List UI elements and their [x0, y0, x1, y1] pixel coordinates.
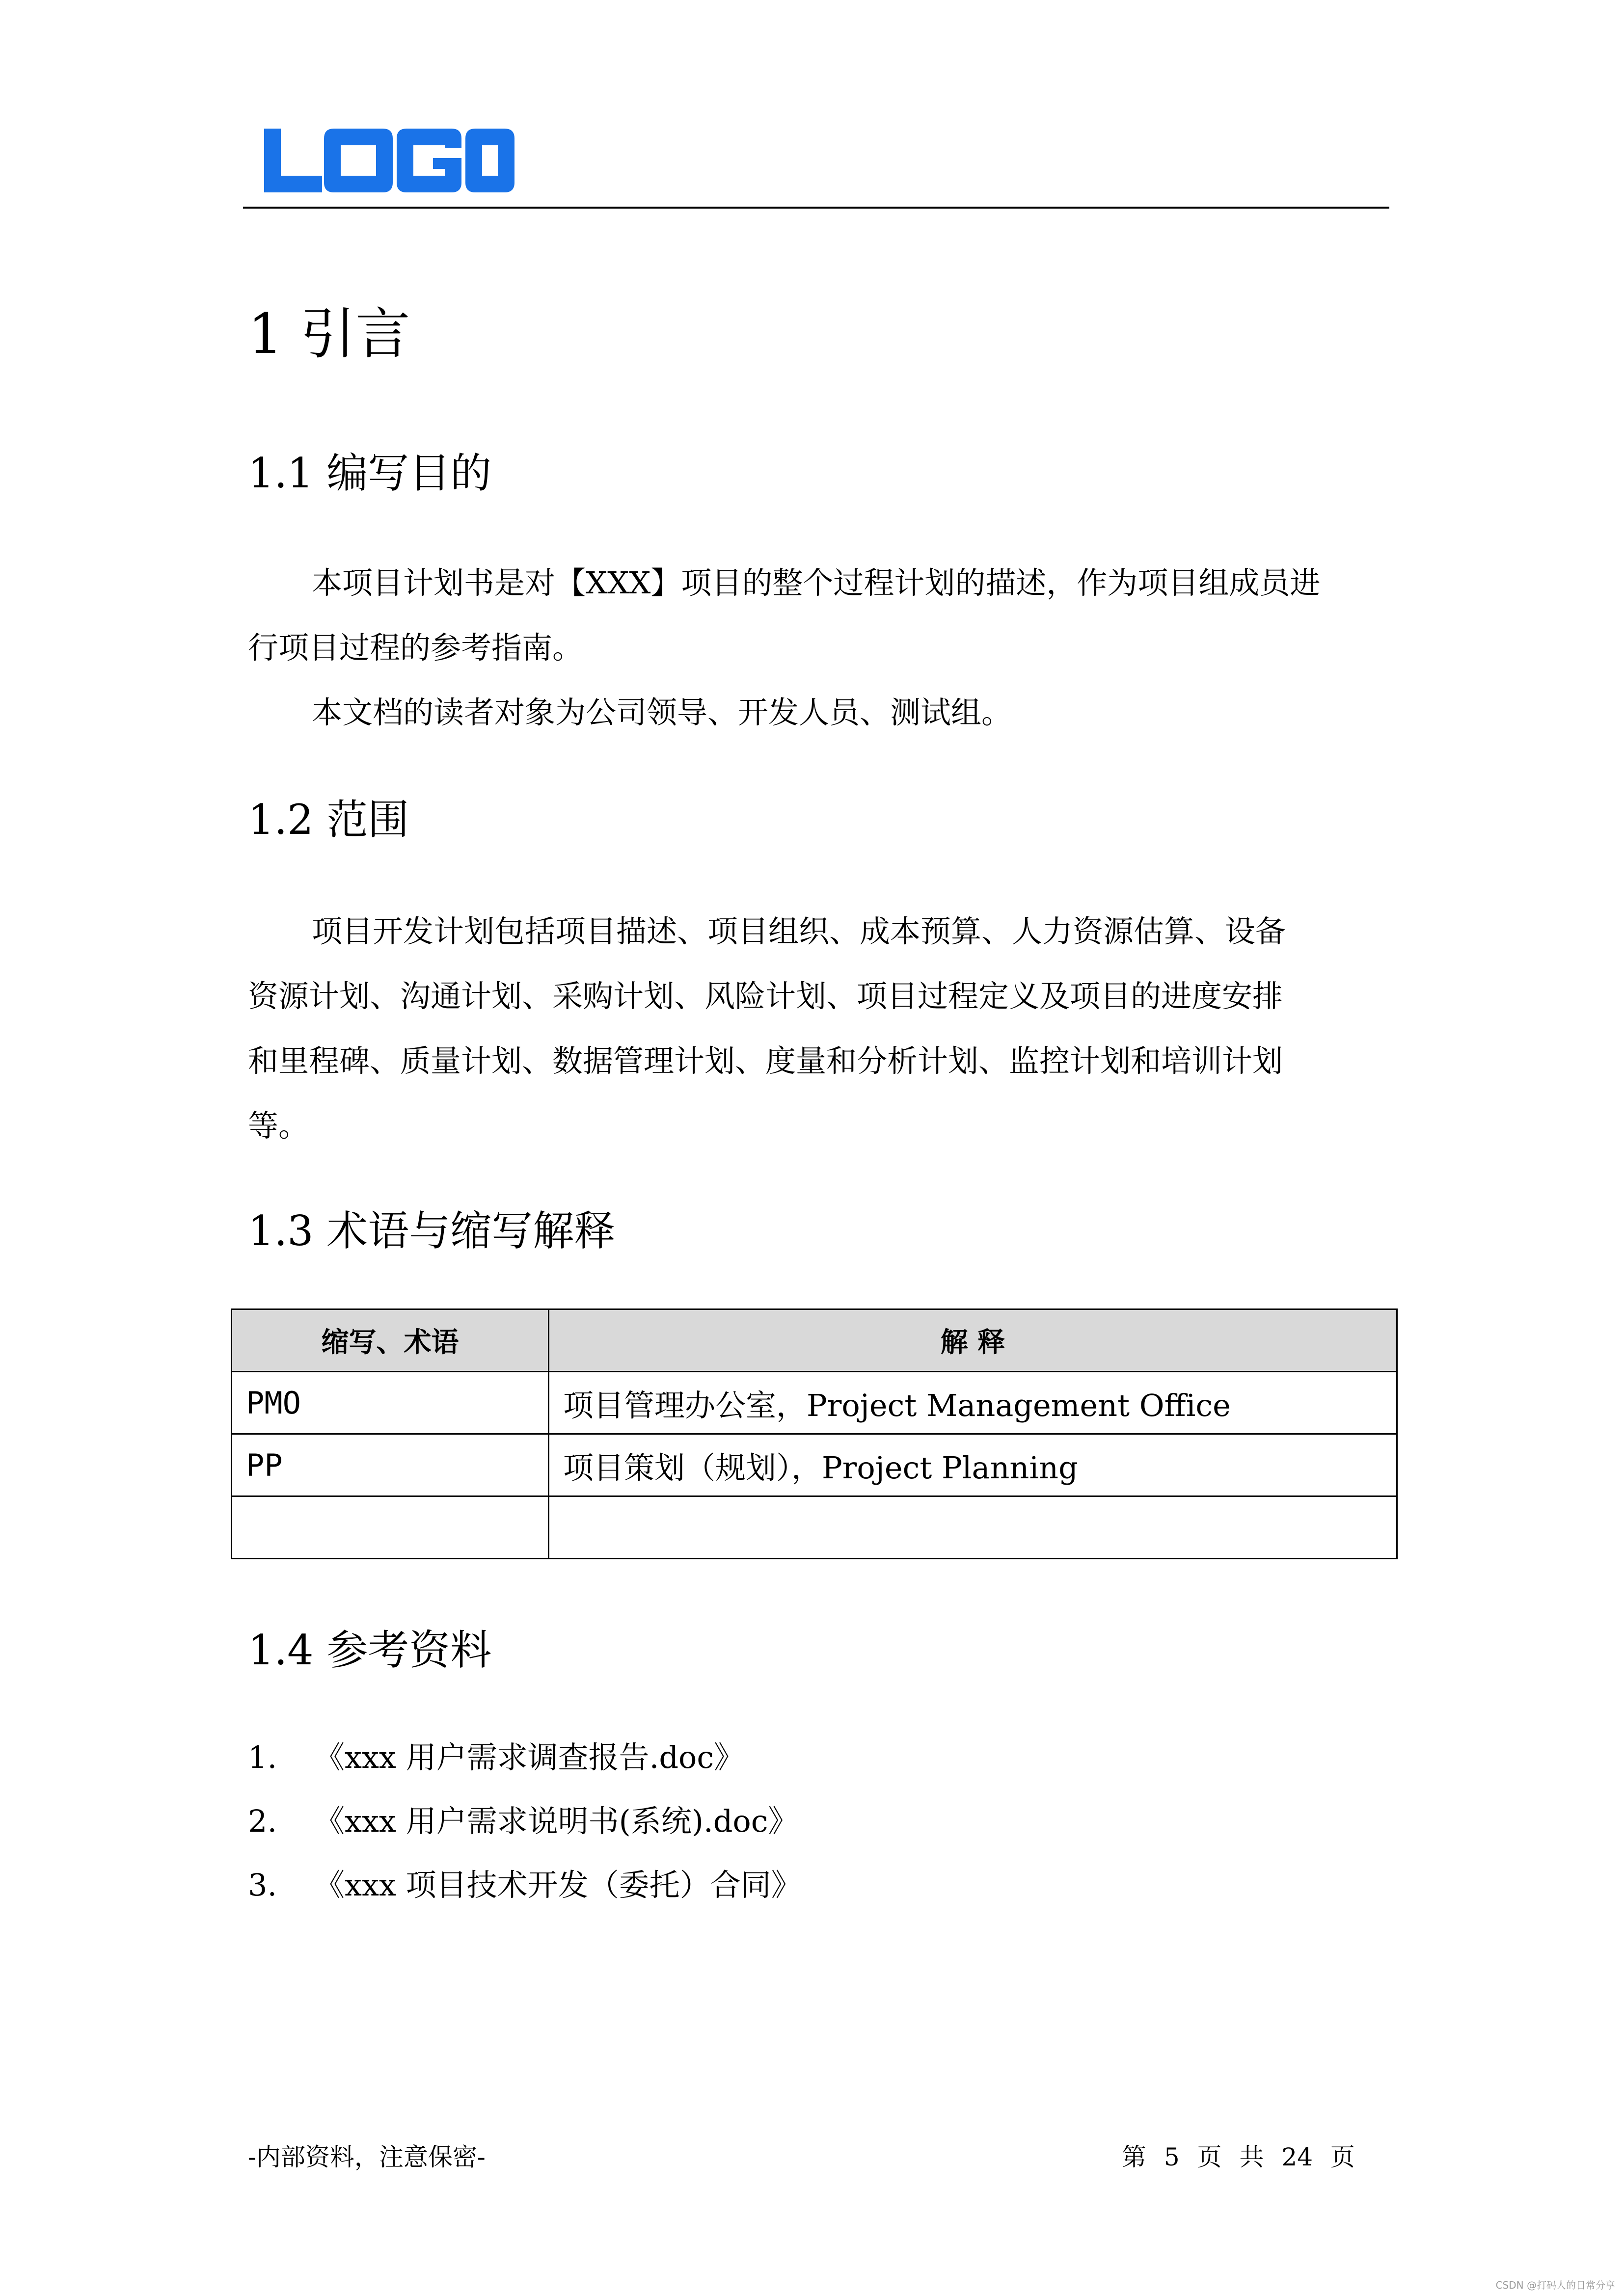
- term-cell: [232, 1496, 549, 1559]
- reference-item: [248, 1739, 745, 1775]
- purpose-para1-line1: 本项目计划书是对【XXX】项目的整个过程计划的描述，作为项目组成员进: [312, 565, 1321, 601]
- heading-terms: 1.3 术语与缩写解释: [248, 1207, 616, 1255]
- reference-number: 2.: [248, 1803, 277, 1839]
- reference-number: 3.: [248, 1867, 277, 1903]
- terms-col-term-header: 缩写、术语: [232, 1309, 549, 1372]
- purpose-para1-line2: 行项目过程的参考指南。: [248, 630, 583, 666]
- scope-line1: 项目开发计划包括项目描述、项目组织、成本预算、人力资源估算、设备: [312, 913, 1286, 949]
- term-cell: PP: [232, 1434, 549, 1496]
- table-row: [232, 1372, 1397, 1434]
- chapter-title: 1 引言: [248, 302, 410, 366]
- purpose-paragraph-2: [248, 680, 1377, 745]
- footer-confidential: -内部资料，注意保密-: [248, 2143, 486, 2171]
- purpose-paragraph-1: [248, 551, 1377, 680]
- terms-table: [231, 1308, 1398, 1559]
- reference-text: 《xxx 项目技术开发（委托）合同》: [314, 1867, 802, 1903]
- watermark: CSDN @打码人的日常分享: [1495, 2279, 1615, 2291]
- heading-references: 1.4 参考资料: [248, 1626, 492, 1674]
- reference-text: 《xxx 用户需求说明书(系统).doc》: [314, 1803, 799, 1839]
- reference-text: 《xxx 用户需求调查报告.doc》: [314, 1739, 745, 1775]
- footer-page-number: 第 5 页 共 24 页: [1122, 2143, 1355, 2171]
- scope-line2: 资源计划、沟通计划、采购计划、风险计划、项目过程定义及项目的进度安排: [248, 978, 1283, 1014]
- term-cell: PMO: [232, 1372, 549, 1434]
- explanation-cell: 项目管理办公室，Project Management Office: [549, 1372, 1397, 1434]
- explanation-cell: 项目策划（规划），Project Planning: [549, 1434, 1397, 1496]
- reference-item: [248, 1803, 799, 1839]
- scope-paragraph: [248, 899, 1377, 1158]
- table-row: [232, 1496, 1397, 1559]
- header-rule: [243, 207, 1389, 209]
- table-row: [232, 1434, 1397, 1496]
- logo: [264, 129, 514, 192]
- explanation-cell: [549, 1496, 1397, 1559]
- reference-item: [248, 1867, 802, 1903]
- reference-number: 1.: [248, 1739, 277, 1775]
- terms-header-row: [232, 1309, 1397, 1372]
- heading-scope: 1.2 范围: [248, 796, 409, 844]
- purpose-para2: 本文档的读者对象为公司领导、开发人员、测试组。: [312, 694, 1012, 730]
- scope-line3: 和里程碑、质量计划、数据管理计划、度量和分析计划、监控计划和培训计划: [248, 1043, 1283, 1079]
- terms-col-explanation-header: 解 释: [549, 1309, 1397, 1372]
- scope-line4: 等。: [248, 1108, 309, 1144]
- heading-purpose: 1.1 编写目的: [248, 449, 492, 497]
